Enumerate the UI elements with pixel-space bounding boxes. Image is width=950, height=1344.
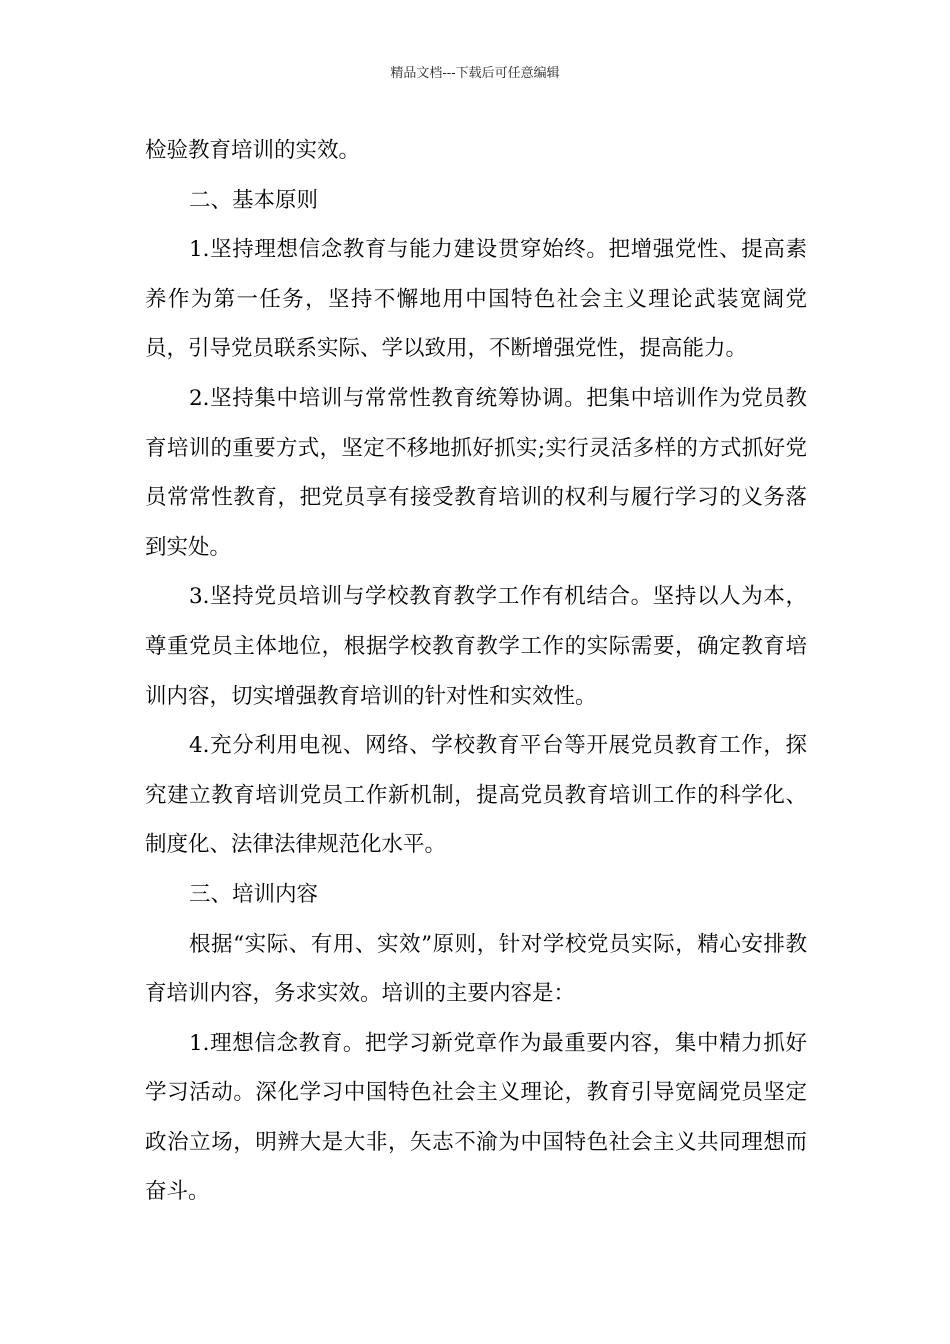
principle-item-3: 3.坚持党员培训与学校教育教学工作有机结合。坚持以人为本，尊重党员主体地位，根据学校教育教学工作的实际需要，确定教育培训内容，切实增强教育培训的针对性和实效性。 — [145, 584, 807, 709]
training-content-intro: 根据“实际、有用、实效”原则，针对学校党员实际，精心安排教育培训内容，务求实效。培训的主要内容是： — [145, 931, 807, 1007]
paragraph-continuation: 检验教育培训的实效。 — [145, 138, 361, 163]
principle-item-2: 2.坚持集中培训与常常性教育统筹协调。把集中培训作为党员教育培训的重要方式，坚定不移地抓好抓实;实行灵活多样的方式抓好党员常常性教育，把党员享有接受教育培训的权利与履行学习的义务落到实处。 — [145, 385, 807, 560]
section-heading-basic-principles: 二、基本原则 — [189, 187, 319, 213]
document-body — [145, 126, 807, 1217]
principle-item-1: 1.坚持理想信念教育与能力建设贯穿始终。把增强党性、提高素养作为第一任务，坚持不懈地用中国特色社会主义理论武装宽阔党员，引导党员联系实际、学以致用，不断增强党性，提高能力。 — [145, 237, 807, 362]
section-heading-training-content: 三、培训内容 — [189, 881, 319, 907]
principle-item-4: 4.充分利用电视、网络、学校教育平台等开展党员教育工作，探究建立教育培训党员工作新机制，提高党员教育培训工作的科学化、制度化、法律法律规范化水平。 — [145, 733, 807, 858]
page-header: 精品文档---下载后可任意编辑 — [390, 66, 560, 81]
training-content-item-1: 1.理想信念教育。把学习新党章作为最重要内容，集中精力抓好学习活动。深化学习中国特色社会主义理论，教育引导宽阔党员坚定政治立场，明辨大是大非，矢志不渝为中国特色社会主义共同理想而奋斗。 — [145, 1030, 807, 1205]
